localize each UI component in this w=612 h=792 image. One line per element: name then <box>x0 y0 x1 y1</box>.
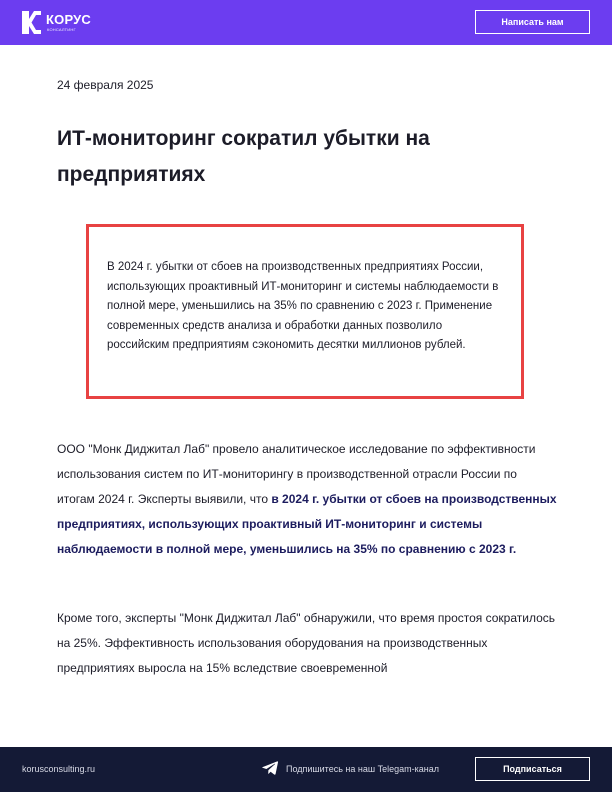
subscribe-button[interactable]: Подписаться <box>475 757 590 781</box>
site-link[interactable]: korusconsulting.ru <box>22 764 96 774</box>
korus-logo-icon <box>22 11 41 34</box>
top-header <box>0 0 612 45</box>
contact-us-button[interactable]: Написать нам <box>475 10 590 34</box>
paragraph-1-highlight: в 2024 г. убытки от сбоев на производственных предприятиях, использующих проактивный ИТ-мониторинг и системы наблюдаемости в полной мере, уменьшились на 35% по сравнению с 2023 г. <box>57 492 557 556</box>
logo-text-block <box>46 11 106 34</box>
article-paragraph-1 <box>57 437 557 562</box>
telegram-icon <box>262 761 278 775</box>
logo-subtitle: КОНСАЛТИНГ <box>47 26 76 32</box>
article-date: 24 февраля 2025 <box>57 78 154 92</box>
article-title: ИТ-мониторинг сократил убытки на предприятиях <box>57 127 430 186</box>
bottom-footer <box>0 747 612 792</box>
article-paragraph-2: Кроме того, эксперты "Монк Диджитал Лаб" обнаружили, что время простоя сократилось на 25%. Эффективность использования оборудования на производственных предприятиях выросла на 15% вследствие своевременной <box>57 611 556 675</box>
callout-text: В 2024 г. убытки от сбоев на производственных предприятиях России, использующих проактивный ИТ-мониторинг и системы наблюдаемости в полной мере, уменьшились на 35% по сравнению с 2023 г. Применение современных средств анализа и обработки данных позволило российским предприятиям сэкономить десятки миллионов рублей. <box>107 261 499 351</box>
logo-wordmark: КОРУС <box>46 11 92 27</box>
paragraph-1-lead: ООО "Монк Диджитал Лаб" провело аналитическое исследование по эффективности использования систем по ИТ-мониторингу в производственной отрасли России по итогам 2024 г. Эксперты выявили, что <box>57 442 536 506</box>
telegram-subscribe-link[interactable]: Подпишитесь на наш Telegam-канал <box>286 764 439 774</box>
korus-logo[interactable] <box>22 10 106 34</box>
summary-callout <box>86 224 524 399</box>
